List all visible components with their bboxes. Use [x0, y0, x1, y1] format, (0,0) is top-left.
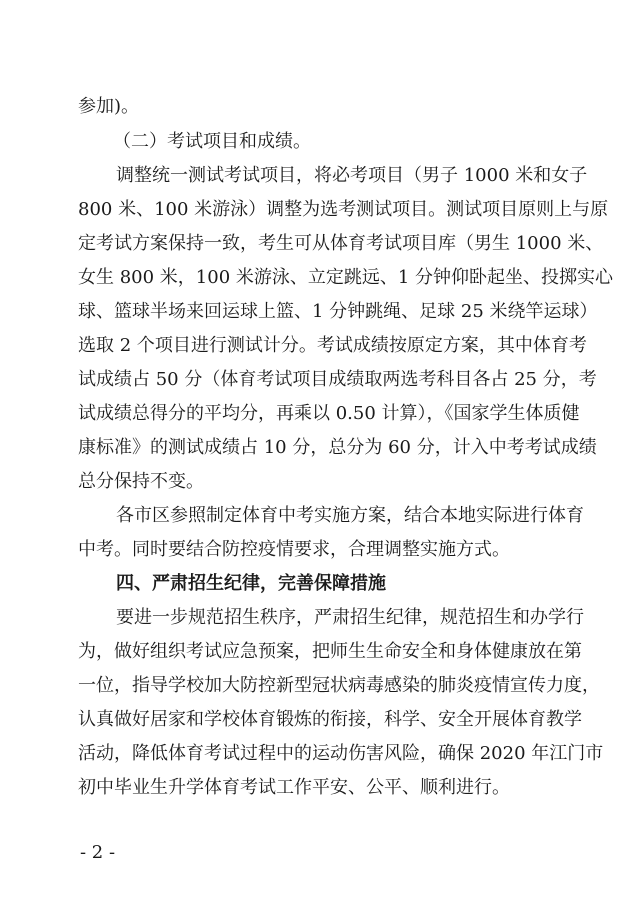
text-line: 为，做好组织考试应急预案，把师生生命安全和身体健康放在第	[78, 641, 582, 662]
section-heading: 四、严肃招生纪律，完善保障措施	[116, 573, 386, 594]
text-line: 球、篮球半场来回运球上篮、1 分钟跳绳、足球 25 米绕竿运球）	[78, 301, 598, 322]
text-line: 女生 800 米，100 米游泳、立定跳远、1 分钟仰卧起坐、投掷实心	[78, 267, 614, 288]
text-line: 800 米、100 米游泳）调整为选考测试项目。测试项目原则上与原	[78, 199, 609, 220]
text-line: 总分保持不变。	[78, 471, 204, 492]
text-line: 活动，降低体育考试过程中的运动伤害风险，确保 2020 年江门市	[78, 743, 604, 764]
text-line: 参加)。	[78, 96, 140, 117]
text-line: 中考。同时要结合防控疫情要求，合理调整实施方式。	[78, 539, 510, 560]
text-line: 初中毕业生升学体育考试工作平安、公平、顺利进行。	[78, 777, 510, 798]
text-line: 定考试方案保持一致，考生可从体育考试项目库（男生 1000 米、	[78, 233, 604, 254]
text-line: 要进一步规范招生秩序，严肃招生纪律，规范招生和办学行	[116, 607, 584, 628]
text-line: 试成绩总得分的平均分，再乘以 0.50 计算），《国家学生体质健	[78, 403, 580, 424]
text-line: 认真做好居家和学校体育锻炼的衔接，科学、安全开展体育教学	[78, 709, 582, 730]
text-line: 各市区参照制定体育中考实施方案，结合本地实际进行体育	[116, 505, 584, 526]
text-line: 调整统一测试考试项目，将必考项目（男子 1000 米和女子	[116, 165, 588, 186]
text-line: 一位，指导学校加大防控新型冠状病毒感染的肺炎疫情宣传力度，	[78, 675, 600, 696]
text-line: 康标准》的测试成绩占 10 分，总分为 60 分，计入中考考试成绩	[78, 437, 597, 458]
subsection-heading: （二）考试项目和成绩。	[113, 131, 311, 152]
text-line: 试成绩占 50 分（体育考试项目成绩取两选考科目各占 25 分，考	[78, 369, 597, 390]
text-line: 选取 2 个项目进行测试计分。考试成绩按原定方案，其中体育考	[78, 335, 587, 356]
page-number: - 2 -	[80, 842, 116, 863]
